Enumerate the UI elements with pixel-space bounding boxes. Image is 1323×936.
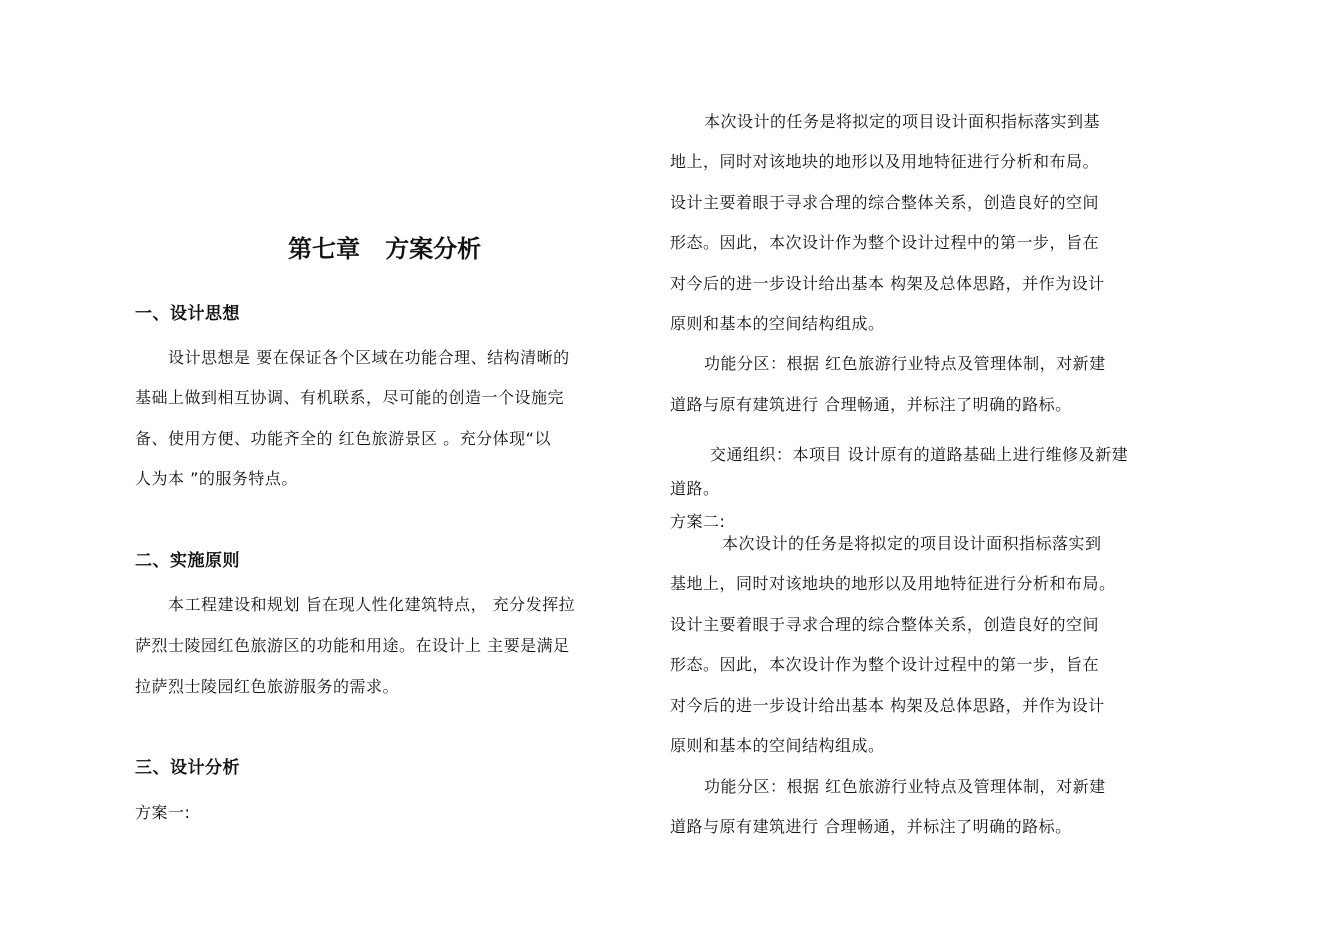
scheme-one-label: 方案一: <box>135 803 191 822</box>
paragraph-line: 道路与原有建筑进行 合理畅通，并标注了明确的路标。 <box>670 395 1072 414</box>
section-heading-design-concept: 一、设计思想 <box>135 304 240 324</box>
paragraph-line: 本次设计的任务是将拟定的项目设计面积指标落实到 <box>722 534 1102 553</box>
paragraph-line: 本次设计的任务是将拟定的项目设计面积指标落实到基 <box>704 112 1101 131</box>
scheme-two-label: 方案二: <box>670 512 726 531</box>
paragraph-line: 功能分区：根据 红色旅游行业特点及管理体制，对新建 <box>704 777 1106 796</box>
paragraph-line: 形态。因此，本次设计作为整个设计过程中的第一步，旨在 <box>670 233 1100 252</box>
paragraph-line: 道路与原有建筑进行 合理畅通，并标注了明确的路标。 <box>670 817 1072 836</box>
section-heading-design-analysis: 三、设计分析 <box>135 758 240 778</box>
paragraph-line: 设计主要着眼于寻求合理的综合整体关系，创造良好的空间 <box>670 193 1100 212</box>
paragraph-line: 本工程建设和规划 旨在现人性化建筑特点， 充分发挥拉 <box>168 595 576 614</box>
paragraph-line: 原则和基本的空间结构组成。 <box>670 314 885 333</box>
paragraph-line: 功能分区：根据 红色旅游行业特点及管理体制，对新建 <box>704 354 1106 373</box>
chapter-title: 第七章 方案分析 <box>288 234 482 263</box>
paragraph-line: 设计思想是 要在保证各个区域在功能合理、结构清晰的 <box>168 348 570 367</box>
paragraph-line: 拉萨烈士陵园红色旅游服务的需求。 <box>135 677 400 696</box>
paragraph-line: 形态。因此，本次设计作为整个设计过程中的第一步，旨在 <box>670 655 1100 674</box>
section-heading-implementation-principles: 二、实施原则 <box>135 551 240 571</box>
paragraph-line: 原则和基本的空间结构组成。 <box>670 736 885 755</box>
paragraph-line: 备、使用方便、功能齐全的 红色旅游景区 。充分体现“以 <box>135 429 551 448</box>
paragraph-line: 萨烈士陵园红色旅游区的功能和用途。在设计上 主要是满足 <box>135 636 570 655</box>
paragraph-line: 地上，同时对该地块的地形以及用地特征进行分析和布局。 <box>670 152 1100 171</box>
paragraph-line: 人为本 ”的服务特点。 <box>135 469 298 488</box>
paragraph-line: 基础上做到相互协调、有机联系，尽可能的创造一个设施完 <box>135 388 565 407</box>
paragraph-line: 交通组织：本项目 设计原有的道路基础上进行维修及新建 <box>710 445 1129 464</box>
paragraph-line: 设计主要着眼于寻求合理的综合整体关系，创造良好的空间 <box>670 615 1100 634</box>
paragraph-line: 基地上，同时对该地块的地形以及用地特征进行分析和布局。 <box>670 574 1116 593</box>
paragraph-line: 道路。 <box>670 479 720 498</box>
paragraph-line: 对今后的进一步设计给出基本 构架及总体思路，并作为设计 <box>670 274 1105 293</box>
paragraph-line: 对今后的进一步设计给出基本 构架及总体思路，并作为设计 <box>670 696 1105 715</box>
